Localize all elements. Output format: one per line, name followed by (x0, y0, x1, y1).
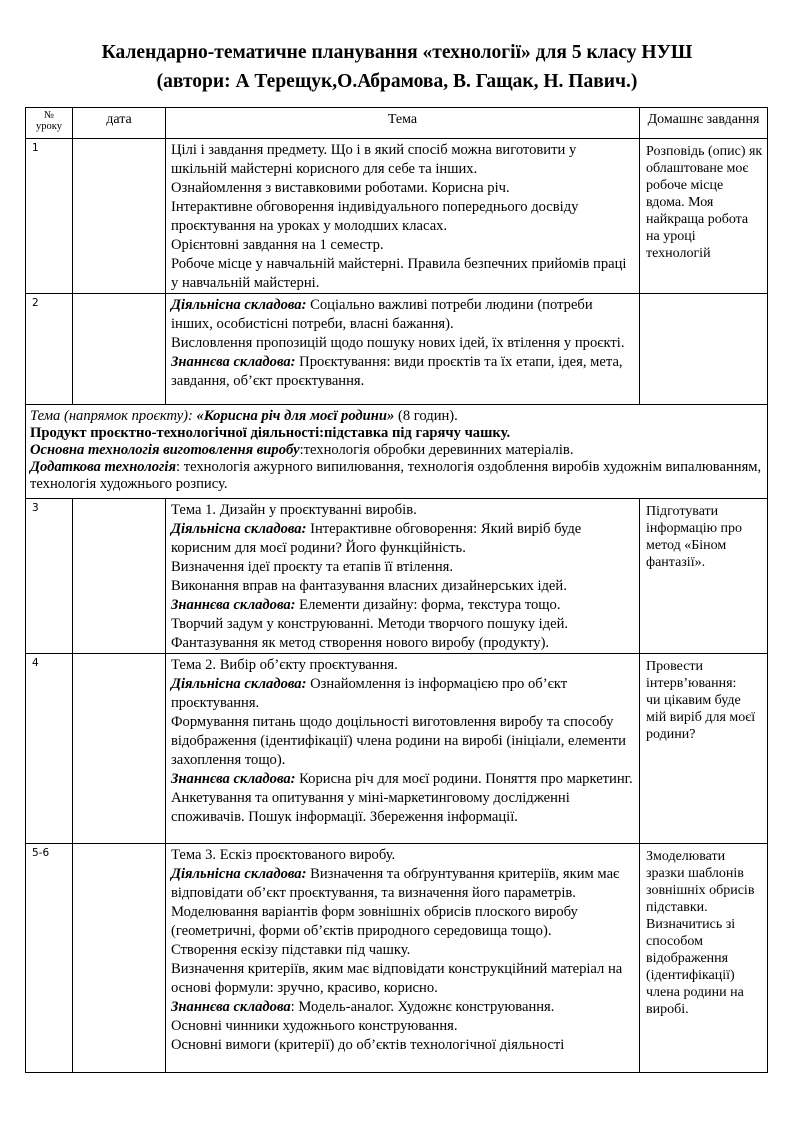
topic-title: Тема 3. Ескіз проєктованого виробу. (171, 847, 396, 863)
theme-line: Висловлення пропозицій щодо пошуку нових ідей, їх втілення у проєкті. (171, 335, 625, 351)
header-homework (640, 108, 768, 139)
page-title (0, 38, 794, 96)
section-row (26, 405, 768, 499)
activity-text: Інтерактивне обговорення: Який виріб буде корисним для моєї родини? Його функційність. (171, 521, 582, 556)
theme-line: Творчий задум у конструюванні. Методи творчого пошуку ідей. (171, 616, 569, 632)
header-num-line-1: № (43, 110, 55, 121)
theme-line: Виконання вправ на фантазування власних дизайнерських ідей. (171, 578, 567, 594)
title-line-2: (автори: А Терещук,О.Абрамова, В. Гащак, Н. Павич.) (156, 71, 638, 92)
knowledge-text: Проєктування: види проєктів та їх етапи, ідея, мета, завдання, об’єкт проєктування. (171, 354, 623, 389)
activity-label: Діяльнісна складова: (171, 521, 307, 537)
activity-paragraph (171, 675, 635, 713)
homework-text: Підготувати інформацію про метод «Біном фантазії». (646, 504, 743, 570)
header-num (26, 108, 73, 139)
table-row (26, 294, 768, 405)
theme-cell (166, 294, 640, 405)
activity-label: Діяльнісна складова: (171, 676, 307, 692)
homework-cell (640, 499, 768, 654)
table-row (26, 844, 768, 1073)
table-row (26, 139, 768, 294)
extra-technology-line (30, 459, 763, 493)
homework-text: чи цікавим буде мій виріб для моєї родини? (646, 693, 756, 742)
theme-cell (166, 499, 640, 654)
header-num-line-2: уроку (36, 121, 62, 132)
extra-technology-text: : технологія ажурного випилювання, технологія оздоблення виробів художнім випалюванням, технологія художнього розпису. (30, 459, 762, 492)
table-row (26, 654, 768, 844)
knowledge-paragraph (171, 770, 635, 827)
main-technology-line (30, 442, 763, 459)
plan-table (25, 107, 768, 1073)
knowledge-text: Корисна річ для моєї родини. Поняття про маркетинг. Анкетування та опитування у міні-маркетинговому дослідженні споживачів. Пошук інформації. Збереження інформації. (171, 771, 633, 825)
activity-label: Діяльнісна складова: (171, 297, 307, 313)
knowledge-label: Знаннєва складова: (171, 771, 296, 787)
theme-line: Орієнтовні завдання на 1 семестр. (171, 237, 384, 253)
header-date (73, 108, 166, 139)
main-technology-label: Основна технологія виготовлення виробу (30, 442, 300, 458)
header-homework-label: Домашнє завдання (647, 112, 760, 127)
knowledge-label: Знаннєва складова (171, 999, 291, 1015)
activity-paragraph (171, 865, 635, 903)
header-date-label: дата (106, 112, 132, 127)
date-cell (73, 844, 166, 1073)
date-cell (73, 499, 166, 654)
project-theme-line (30, 408, 763, 425)
theme-cell (166, 139, 640, 294)
knowledge-paragraph (171, 353, 635, 391)
date-cell (73, 654, 166, 844)
activity-text: Соціально важливі потреби людини (потреби інших, особистісні потреби, власні бажання). (171, 297, 593, 332)
date-cell (73, 294, 166, 405)
theme-line: Основні чинники художнього конструювання. (171, 1018, 458, 1034)
extra-technology-label: Додаткова технологія (30, 459, 176, 475)
theme-line: Фантазування як метод створення нового виробу (продукту). (171, 635, 550, 651)
theme-line: Інтерактивне обговорення індивідуального попереднього досвіду проєктування на уроках у молодших класах. (171, 199, 579, 234)
homework-text: Розповідь (опис) як облаштоване моє робоче місце вдома. Моя найкраща робота на уроці технологій (646, 144, 763, 261)
homework-text: Провести інтерв’ювання: (646, 659, 737, 691)
lesson-number: 5-6 (26, 844, 73, 1073)
knowledge-paragraph (171, 998, 635, 1017)
theme-line: Визначення ідеї проєкту та етапів її втілення. (171, 559, 454, 575)
lesson-number: 1 (26, 139, 73, 294)
knowledge-label: Знаннєва складова: (171, 354, 296, 370)
theme-line: Формування питань щодо доцільності виготовлення виробу та способу відображення (ідентифікації) члена родини на виробі (ініціали, елементи захоплення тощо). (171, 714, 626, 768)
theme-line: Робоче місце у навчальній майстерні. Правила безпечних прийомів праці у навчальній майстерні. (171, 256, 627, 291)
title-line-1: Календарно-тематичне планування «технології» для 5 класу НУШ (101, 42, 693, 63)
theme-line: Основні вимоги (критерії) до об’єктів технологічної діяльності (171, 1037, 565, 1053)
knowledge-paragraph (171, 596, 635, 615)
header-theme (166, 108, 640, 139)
homework-cell (640, 654, 768, 844)
topic-title: Тема 2. Вибір об’єкту проєктування. (171, 657, 398, 673)
activity-text: Ознайомлення із інформацією про об’єкт проєктування. (171, 676, 568, 711)
knowledge-text: : Модель-аналог. Художнє конструювання. (290, 999, 555, 1015)
date-cell (73, 139, 166, 294)
lesson-number: 3 (26, 499, 73, 654)
theme-cell (166, 844, 640, 1073)
homework-cell (640, 294, 768, 405)
theme-line: Визначення критеріїв, яким має відповідати конструкційний матеріал на основі формули: зручно, красиво, корисно. (171, 961, 623, 996)
project-product: Продукт проєктно-технологічної діяльності:підставка під гарячу чашку. (30, 425, 511, 441)
lesson-number: 4 (26, 654, 73, 844)
project-theme-label: Тема (напрямок проєкту): (30, 408, 193, 424)
table-row (26, 499, 768, 654)
activity-label: Діяльнісна складова: (171, 866, 307, 882)
lesson-number: 2 (26, 294, 73, 405)
theme-line: Цілі і завдання предмету. Що і в який спосіб можна виготовити у шкільній майстерні корисного для себе та інших. (171, 142, 577, 177)
homework-cell (640, 844, 768, 1073)
project-theme-hours: (8 годин). (394, 408, 458, 424)
theme-line: Моделювання варіантів форм зовнішніх обрисів плоского виробу (геометричні, форми об’єктів природного середовища тощо). (171, 904, 578, 939)
header-theme-label: Тема (387, 112, 418, 127)
topic-title: Тема 1. Дизайн у проєктуванні виробів. (171, 502, 417, 518)
activity-paragraph (171, 520, 635, 558)
knowledge-label: Знаннєва складова: (171, 597, 296, 613)
project-theme-value: «Корисна річ для моєї родини» (196, 408, 395, 424)
theme-line: Ознайомлення з виставковими роботами. Корисна річ. (171, 180, 510, 196)
homework-cell (640, 139, 768, 294)
activity-paragraph (171, 296, 635, 334)
header-row (26, 108, 768, 139)
activity-text: Визначення та обґрунтування критеріїв, яким має відповідати об’єкт проєктування, та визначення його параметрів. (171, 866, 620, 901)
homework-text: Змоделювати зразки шаблонів зовнішніх обрисів підставки. Визначитись зі способом відображення (ідентифікації) члена родини на виробі. (646, 849, 755, 1017)
knowledge-text: Елементи дизайну: форма, текстура тощо. (295, 597, 561, 613)
project-section (26, 405, 768, 499)
theme-line: Створення ескізу підставки під чашку. (171, 942, 411, 958)
main-technology-text: :технологія обробки деревинних матеріалів. (299, 442, 574, 458)
theme-cell (166, 654, 640, 844)
